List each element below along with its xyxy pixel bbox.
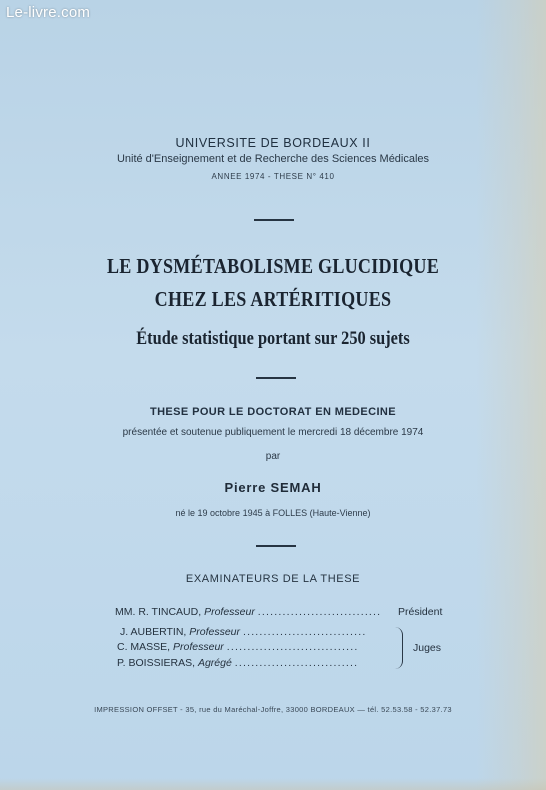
subtitle: Étude statistique portant sur 250 sujets — [136, 328, 410, 349]
leader-dots: .............................. — [234, 657, 359, 669]
examiner-name: J. AUBERTIN, — [120, 626, 187, 638]
judges-label: Juges — [413, 642, 442, 654]
author-name: Pierre SEMAH — [224, 480, 322, 495]
author-birth: né le 19 octobre 1945 à FOLLES (Haute-Vienne) — [175, 508, 371, 518]
judges-brace — [394, 627, 403, 669]
watermark: Le-livre.com — [6, 4, 91, 21]
examiner-row — [120, 626, 366, 638]
examiner-name: P. BOISSIERAS, — [117, 657, 196, 669]
president-label: Président — [398, 606, 443, 618]
divider-top — [254, 219, 294, 221]
presentation-date: présentée et soutenue publiquement le mercredi 18 décembre 1974 — [122, 427, 424, 438]
paper-bottom-edge — [0, 778, 546, 790]
examiner-row — [117, 641, 359, 653]
thesis-type: THESE POUR LE DOCTORAT EN MEDECINE — [149, 406, 397, 418]
title-line-1: LE DYSMÉTABOLISME GLUCIDIQUE — [106, 254, 440, 278]
title-line-2: CHEZ LES ARTÉRITIQUES — [154, 287, 392, 311]
examiner-row — [115, 606, 381, 618]
leader-dots: .............................. — [242, 626, 367, 638]
university-name: UNIVERSITE DE BORDEAUX II — [175, 136, 371, 150]
examiner-role: Professeur — [189, 626, 241, 638]
unit-name: Unité d'Enseignement et de Recherche des Sciences Médicales — [116, 153, 430, 165]
printer-imprint: IMPRESSION OFFSET - 35, rue du Maréchal-Joffre, 33000 BORDEAUX — tél. 52.53.58 - 52.37.73 — [94, 705, 452, 714]
leader-dots: .............................. — [257, 606, 382, 618]
examiner-role: Professeur — [173, 641, 224, 653]
leader-dots: ................................ — [226, 641, 359, 653]
paper-edge-shadow — [476, 0, 546, 790]
examiner-role: Professeur — [204, 606, 255, 618]
by-label: par — [265, 451, 281, 462]
divider-middle — [256, 377, 296, 379]
examiners-heading: EXAMINATEURS DE LA THESE — [185, 573, 361, 585]
examiner-name: MM. R. TINCAUD, — [115, 606, 202, 618]
examiner-row — [117, 657, 358, 669]
year-thesis-number: ANNEE 1974 - THESE N° 410 — [211, 172, 335, 181]
examiner-role: Agrégé — [197, 657, 232, 669]
examiner-name: C. MASSE, — [117, 641, 171, 653]
divider-bottom — [256, 545, 296, 547]
